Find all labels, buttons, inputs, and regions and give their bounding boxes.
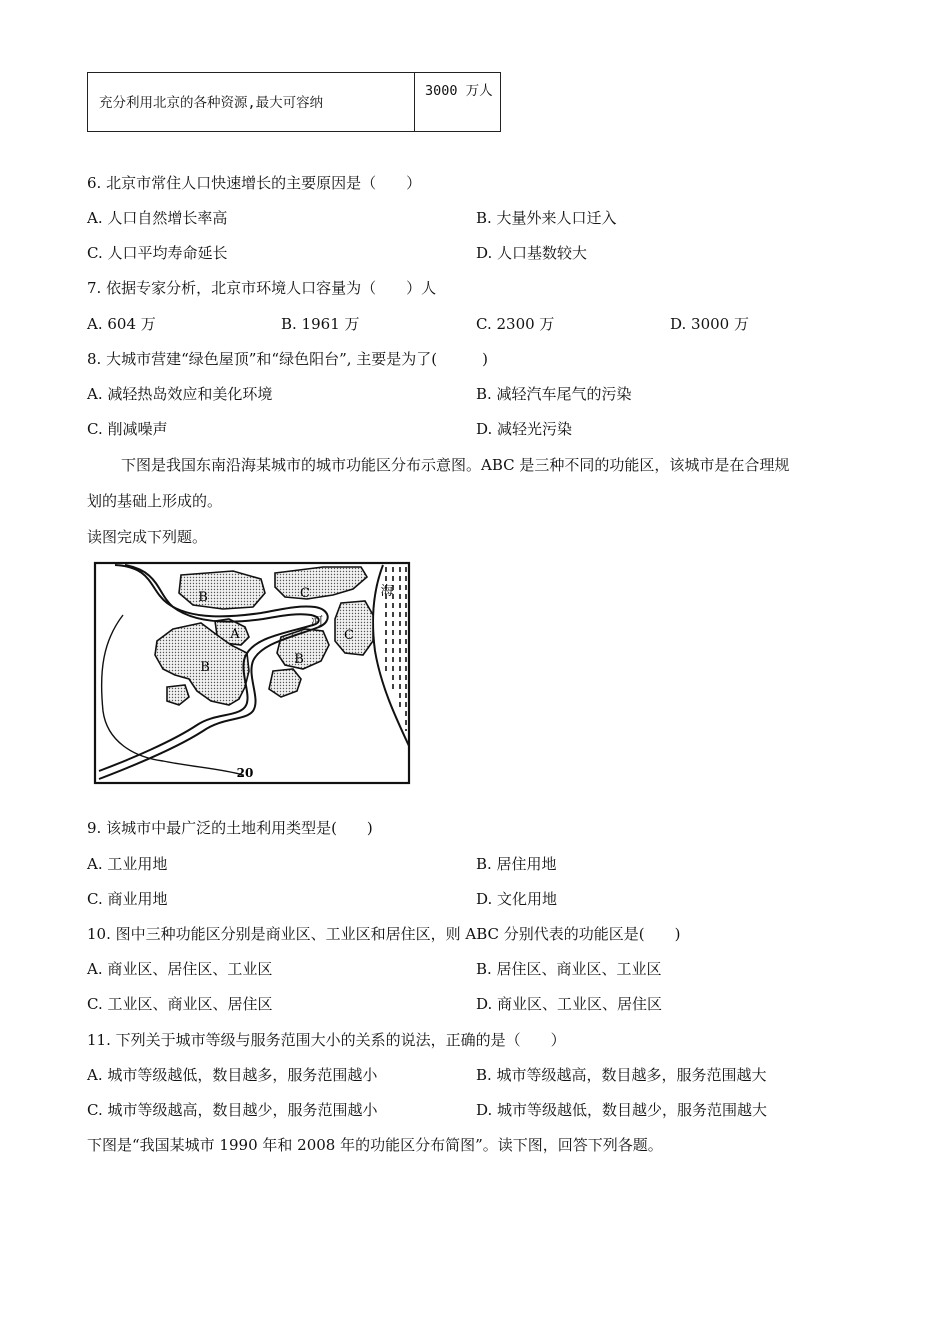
question-9-option-d: D. 文化用地: [476, 890, 558, 908]
question-9-option-a: A. 工业用地: [87, 855, 168, 873]
city-functional-zone-map: [93, 561, 411, 785]
question-9-option-b: B. 居住用地: [476, 855, 557, 873]
map-label-c1: C: [300, 586, 310, 601]
question-10-option-b: B. 居住区、商业区、工业区: [476, 960, 662, 978]
map-label-b2: B: [200, 660, 210, 675]
table-cell-value: 3000 万人: [425, 83, 493, 99]
question-8-option-b: B. 减轻汽车尾气的污染: [476, 385, 632, 403]
map-label-b3: B: [294, 652, 304, 667]
question-6-option-a: A. 人口自然增长率高: [87, 209, 228, 227]
map-label-a: A: [230, 627, 240, 642]
question-10-option-c: C. 工业区、商业区、居住区: [87, 995, 273, 1013]
map-label-contour-value: 20: [236, 766, 254, 780]
passage-line-1: 下图是我国东南沿海某城市的城市功能区分布示意图。ABC 是三种不同的功能区，该城市是在合理规: [121, 456, 790, 474]
map-label-c2: C: [344, 628, 354, 643]
question-11-option-b: B. 城市等级越高，数目越多，服务范围越大: [476, 1066, 767, 1084]
passage-instruction: 读图完成下列题。: [87, 528, 208, 546]
map-label-b1: B: [198, 590, 208, 605]
map-label-sea: 海: [380, 584, 394, 599]
question-10-option-a: A. 商业区、居住区、工业区: [87, 960, 273, 978]
question-6-option-c: C. 人口平均寿命延长: [87, 244, 228, 262]
question-7-stem: 7. 依据专家分析，北京市环境人口容量为（ ）人: [87, 279, 437, 297]
question-6-option-b: B. 大量外来人口迁入: [476, 209, 617, 227]
question-9-stem: 9. 该城市中最广泛的土地利用类型是( ): [87, 819, 373, 837]
question-6-option-d: D. 人口基数较大: [476, 244, 588, 262]
closing-passage: 下图是“我国某城市 1990 年和 2008 年的功能区分布简图”。读下图，回答下列各题。: [87, 1136, 663, 1154]
question-11-stem: 11. 下列关于城市等级与服务范围大小的关系的说法，正确的是（ ）: [87, 1031, 566, 1049]
passage-line-2: 划的基础上形成的。: [87, 492, 223, 510]
question-8-stem: 8. 大城市营建“绿色屋顶”和“绿色阳台”, 主要是为了( ): [87, 350, 488, 368]
question-11-option-d: D. 城市等级越低，数目越少，服务范围越大: [476, 1101, 768, 1119]
zone-b-north: [179, 571, 265, 609]
question-10-option-d: D. 商业区、工业区、居住区: [476, 995, 663, 1013]
table-cell-method: [88, 73, 415, 131]
question-6-stem: 6. 北京市常住人口快速增长的主要原因是（ ）: [87, 174, 422, 192]
question-8-option-c: C. 削减噪声: [87, 420, 168, 438]
map-label-river: 河: [310, 614, 324, 628]
question-7-option-b: B. 1961 万: [281, 315, 360, 333]
question-11-option-c: C. 城市等级越高，数目越少，服务范围越小: [87, 1101, 378, 1119]
question-11-option-a: A. 城市等级越低，数目越多，服务范围越小: [87, 1066, 378, 1084]
question-8-option-d: D. 减轻光污染: [476, 420, 573, 438]
question-8-option-a: A. 减轻热岛效应和美化环境: [87, 385, 273, 403]
question-7-option-a: A. 604 万: [87, 315, 156, 333]
question-9-option-c: C. 商业用地: [87, 890, 168, 908]
question-10-stem: 10. 图中三种功能区分别是商业区、工业区和居住区，则 ABC 分别代表的功能区是( ): [87, 925, 681, 943]
question-7-option-c: C. 2300 万: [476, 315, 555, 333]
zone-c-east: [335, 601, 373, 655]
question-7-option-d: D. 3000 万: [670, 315, 749, 333]
table-cell-method-text: 充分利用北京的各种资源,最大可容纳: [99, 95, 324, 111]
population-capacity-table: [87, 72, 501, 132]
map-svg: [93, 561, 411, 785]
